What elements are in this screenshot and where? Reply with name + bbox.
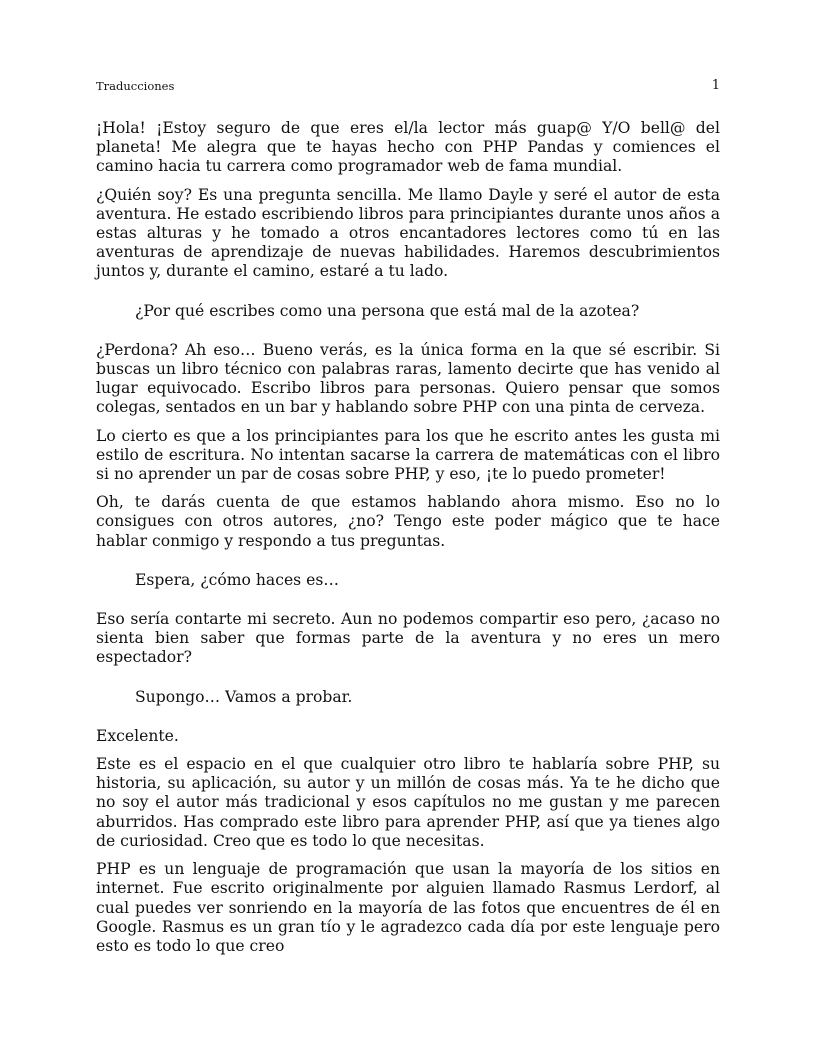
paragraph: Excelente.: [96, 726, 179, 745]
paragraph: ¡Hola! ¡Estoy seguro de que eres el/la lector más guap@ Y/O bell@ del planeta! Me alegra que te hayas hecho con PHP Pandas y comiences el camino hacia tu carrera como programador web de fama mundial.: [96, 119, 720, 176]
paragraph: PHP es un lenguaje de programación que usan la mayoría de los sitios en internet. Fue escrito originalmente por alguien llamado Rasmus Lerdorf, al cual puedes ver sonriendo en la mayoría de las fotos que encuentres de él en Google. Rasmus es un gran tío y le agradezco cada día por este lenguaje pero esto es todo lo que creo: [96, 860, 720, 955]
running-title: Traducciones: [96, 79, 175, 93]
paragraph: Este es el espacio en el que cualquier otro libro te hablaría sobre PHP, su historia, su aplicación, su autor y un millón de cosas más. Ya te he dicho que no soy el autor más tradicional y esos capítulos no me gustan y me parecen aburridos. Has comprado este libro para aprender PHP, así que ya tienes algo de curiosidad. Creo que es todo lo que necesitas.: [96, 755, 720, 850]
page-header: [96, 78, 720, 94]
dialog-line: ¿Por qué escribes como una persona que está mal de la azotea?: [135, 301, 640, 320]
paragraph: ¿Quién soy? Es una pregunta sencilla. Me llamo Dayle y seré el autor de esta aventura. He estado escribiendo libros para principiantes durante unos años a estas alturas y he tomado a otros encantadores lectores como tú en las aventuras de aprendizaje de nuevas habilidades. Haremos descubrimientos juntos y, durante el camino, estaré a tu lado.: [96, 185, 720, 281]
page-body: [96, 119, 720, 965]
page-number: 1: [711, 78, 720, 93]
paragraph: Oh, te darás cuenta de que estamos hablando ahora mismo. Eso no lo consigues con otros autores, ¿no? Tengo este poder mágico que te hace hablar conmigo y respondo a tus preguntas.: [96, 493, 720, 550]
dialog-line: Supongo… Vamos a probar.: [135, 687, 353, 706]
paragraph: ¿Perdona? Ah eso… Bueno verás, es la única forma en la que sé escribir. Si buscas un libro técnico con palabras raras, lamento decirte que has venido al lugar equivocado. Escribo libros para personas. Quiero pensar que somos colegas, sentados en un bar y hablando sobre PHP con una pinta de cerveza.: [96, 340, 720, 417]
paragraph: Lo cierto es que a los principiantes para los que he escrito antes les gusta mi estilo de escritura. No intentan sacarse la carrera de matemáticas con el libro si no aprender un par de cosas sobre PHP, y eso, ¡te lo puedo prometer!: [96, 426, 720, 484]
paragraph: Eso sería contarte mi secreto. Aun no podemos compartir eso pero, ¿acaso no sienta bien saber que formas parte de la aventura y no eres un mero espectador?: [96, 610, 720, 667]
dialog-line: Espera, ¿cómo haces es…: [135, 570, 339, 589]
